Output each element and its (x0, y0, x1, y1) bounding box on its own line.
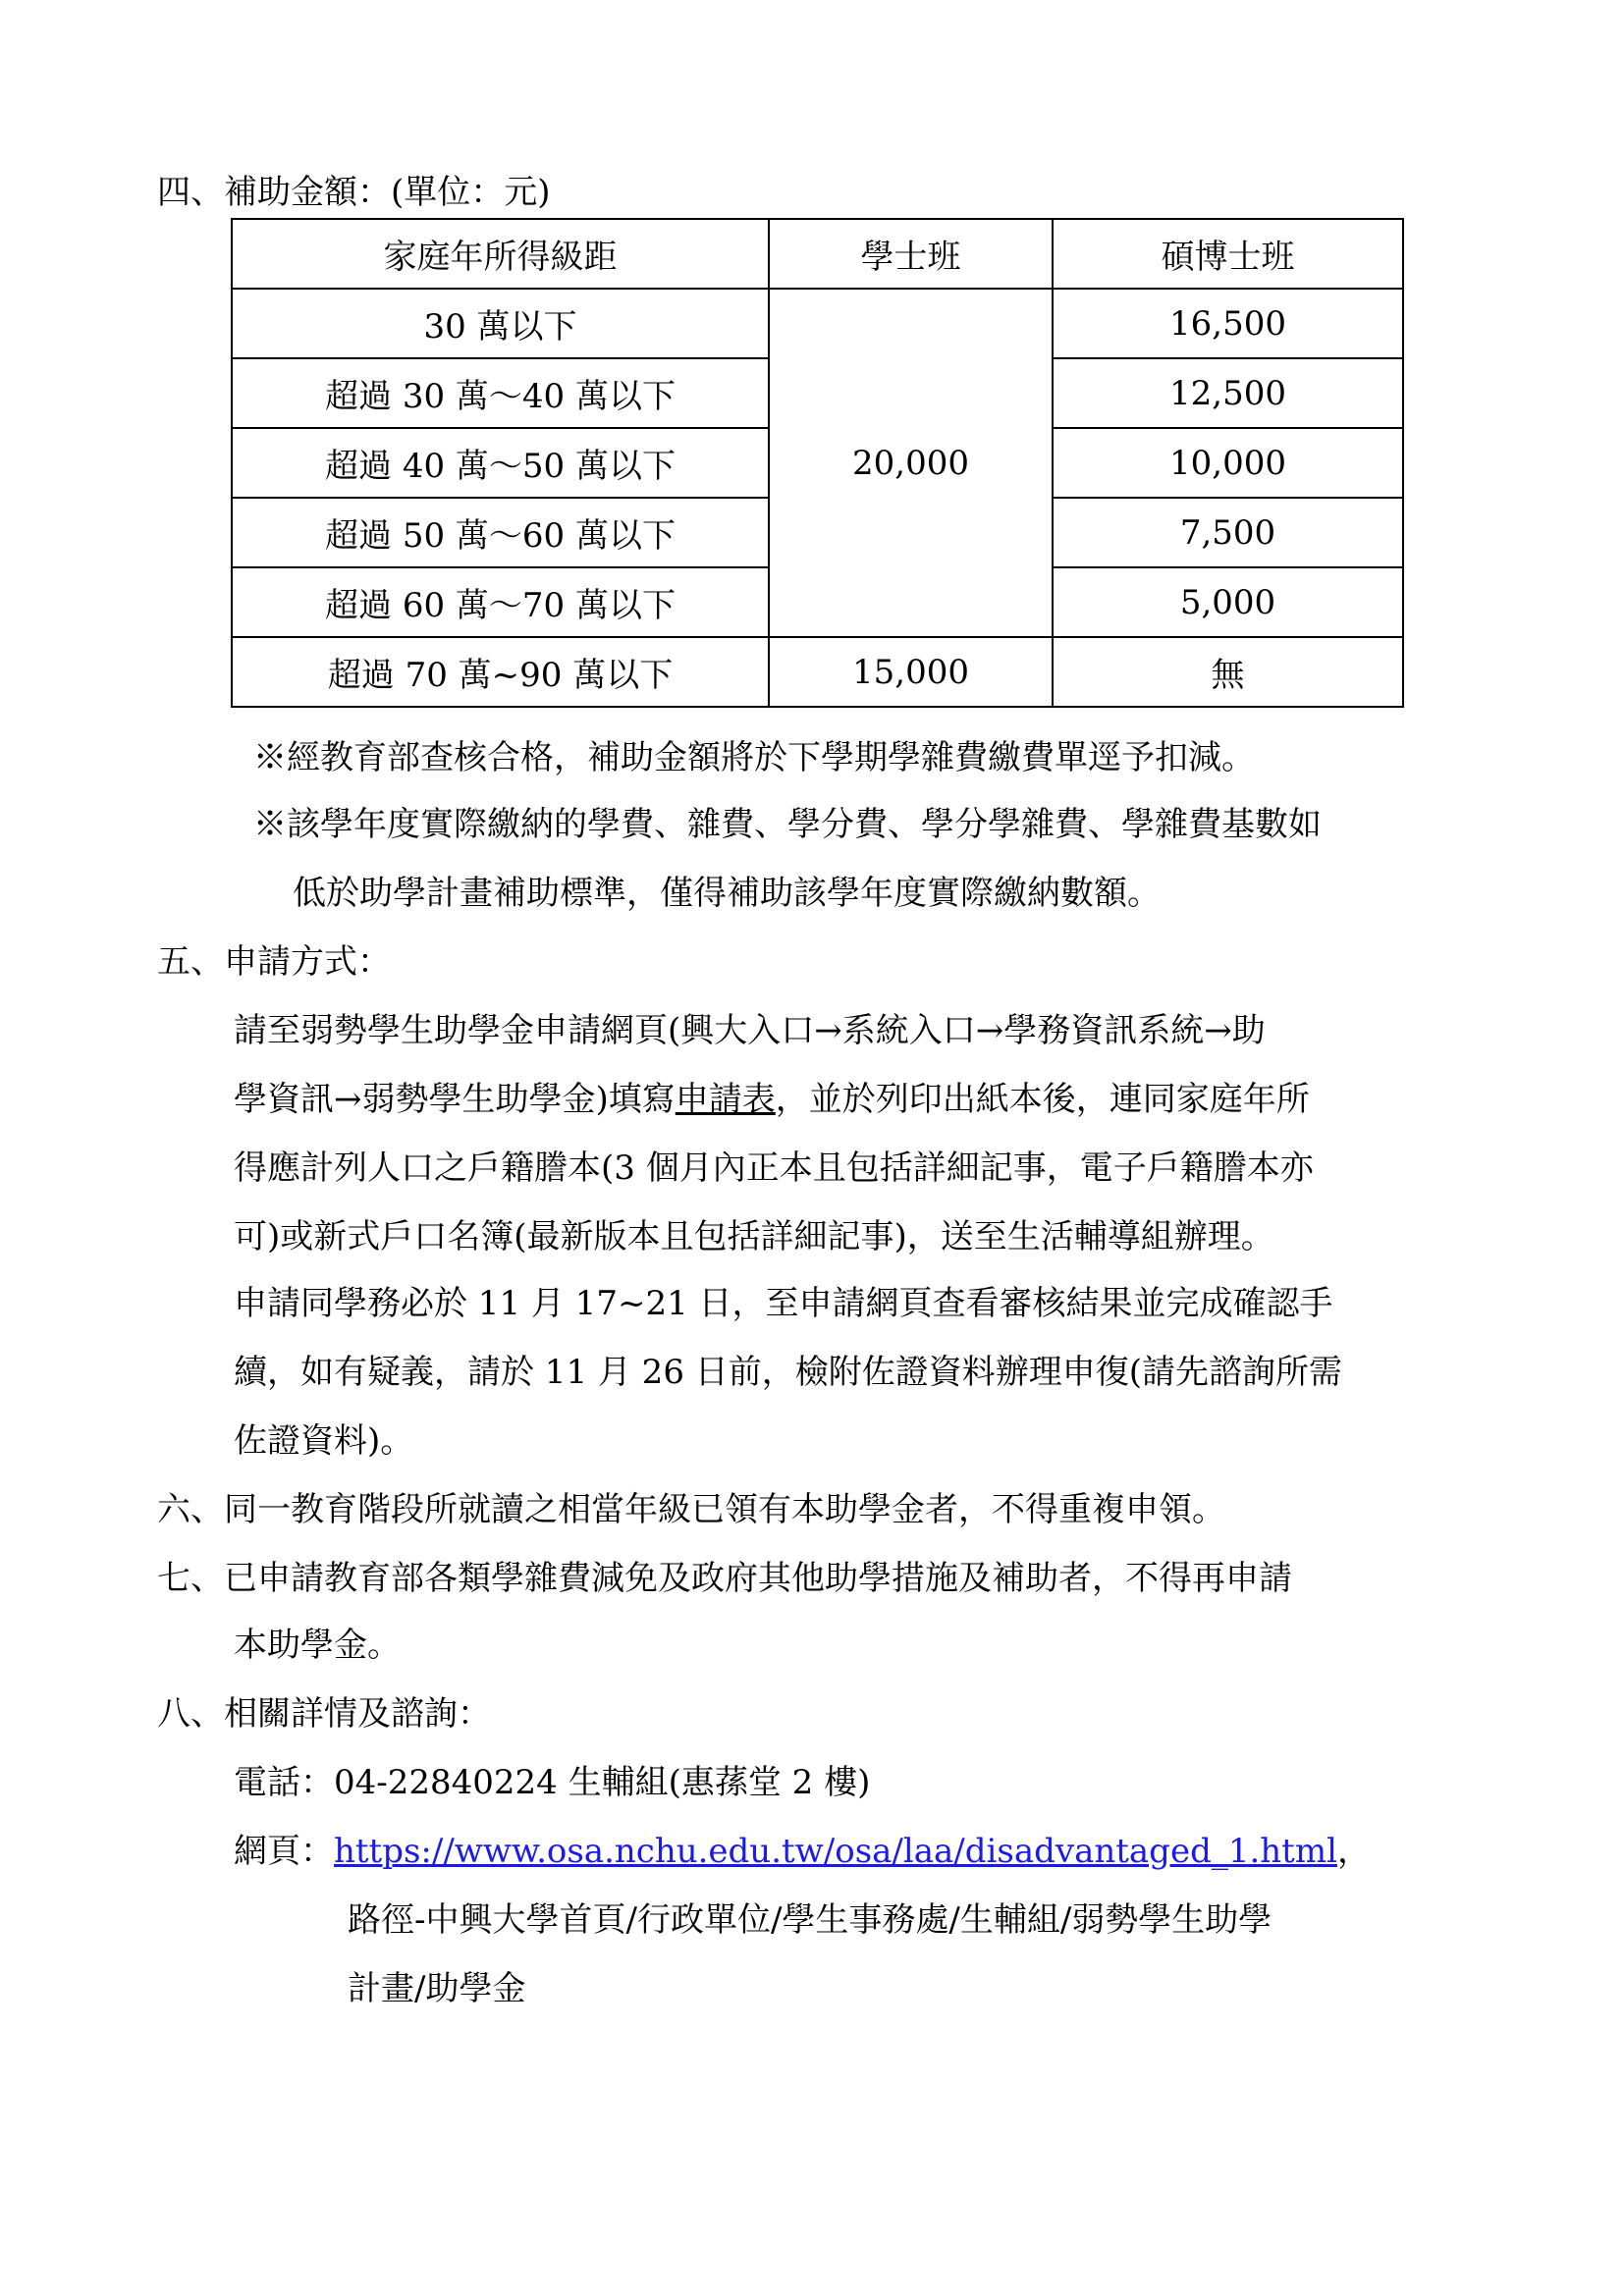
contact-phone: 電話：04-22840224 生輔組(惠蓀堂 2 樓) (234, 1763, 871, 1802)
master-phd-amount-cell: 5,000 (1053, 567, 1403, 637)
apply-instructions-line1: 請至弱勢學生助學金申請網頁(興大入口→系統入口→學務資訊系統→助 (234, 1011, 1266, 1050)
bachelor-amount-cell: 15,000 (769, 637, 1053, 707)
apply-instructions-line3: 得應計列人口之戶籍謄本(3 個月內正本且包括詳細記事，電子戶籍謄本亦 (234, 1148, 1314, 1188)
web-label: 網頁： (234, 1832, 334, 1871)
income-range-cell: 超過 40 萬～50 萬以下 (232, 428, 769, 498)
apply-instructions-text-a: 學資訊→弱勢學生助學金)填寫 (234, 1080, 676, 1119)
review-instructions-line2: 續，如有疑義，請於 11 月 26 日前，檢附佐證資料辦理申復(請先諮詢所需 (234, 1353, 1343, 1392)
grant-table (231, 218, 1404, 708)
section5-heading: 五、申請方式： (157, 942, 391, 982)
web-path-line2: 計畫/助學金 (348, 1969, 526, 2008)
income-range-cell: 30 萬以下 (232, 289, 769, 358)
apply-instructions-text-b: ，並於列印出紙本後，連同家庭年所 (775, 1080, 1310, 1119)
header-master-phd: 碩博士班 (1053, 219, 1403, 289)
master-phd-amount-cell: 16,500 (1053, 289, 1403, 358)
section7-line1: 七、已申請教育部各類學雜費減免及政府其他助學措施及補助者，不得再申請 (157, 1559, 1292, 1598)
section4-heading: 四、補助金額：(單位：元) (157, 173, 551, 212)
note-actual-fee-line1: ※該學年度實際繳納的學費、雜費、學分費、學分學雜費、學雜費基數如 (253, 805, 1322, 844)
apply-instructions-line4: 可)或新式戶口名簿(最新版本且包括詳細記事)，送至生活輔導組辦理。 (234, 1217, 1274, 1256)
application-form-link[interactable]: 申請表 (675, 1080, 776, 1119)
income-range-cell: 超過 70 萬~90 萬以下 (232, 637, 769, 707)
master-phd-amount-cell: 7,500 (1053, 498, 1403, 567)
web-url-link[interactable]: https://www.osa.nchu.edu.tw/osa/laa/disadvantaged_1.html (334, 1832, 1337, 1871)
income-range-cell: 超過 30 萬～40 萬以下 (232, 358, 769, 428)
master-phd-amount-cell: 12,500 (1053, 358, 1403, 428)
note-actual-fee-line2: 低於助學計畫補助標準，僅得補助該學年度實際繳納數額。 (293, 874, 1161, 913)
review-instructions-line1: 申請同學務必於 11 月 17~21 日，至申請網頁查看審核結果並完成確認手 (234, 1284, 1333, 1323)
review-instructions-line3: 佐證資料)。 (234, 1421, 414, 1461)
master-phd-amount-cell: 10,000 (1053, 428, 1403, 498)
note-deduction: ※經教育部查核合格，補助金額將於下學期學雜費繳費單逕予扣減。 (253, 738, 1255, 777)
table-header-row (232, 219, 1403, 289)
section6-text: 六、同一教育階段所就讀之相當年級已領有本助學金者，不得重複申領。 (157, 1490, 1225, 1529)
section8-heading: 八、相關詳情及諮詢： (157, 1694, 491, 1734)
income-range-cell: 超過 50 萬～60 萬以下 (232, 498, 769, 567)
table-row (232, 637, 1403, 707)
master-phd-amount-cell: 無 (1053, 637, 1403, 707)
web-suffix: ， (1336, 1832, 1371, 1871)
header-bachelor: 學士班 (769, 219, 1053, 289)
section7-line2: 本助學金。 (234, 1626, 401, 1665)
apply-instructions-line2 (234, 1078, 1310, 1121)
header-income: 家庭年所得級距 (232, 219, 769, 289)
table-row (232, 289, 1403, 358)
contact-web (234, 1830, 1371, 1873)
bachelor-amount-merged: 20,000 (769, 289, 1053, 637)
income-range-cell: 超過 60 萬～70 萬以下 (232, 567, 769, 637)
web-path-line1: 路徑-中興大學首頁/行政單位/學生事務處/生輔組/弱勢學生助學 (348, 1900, 1272, 1940)
